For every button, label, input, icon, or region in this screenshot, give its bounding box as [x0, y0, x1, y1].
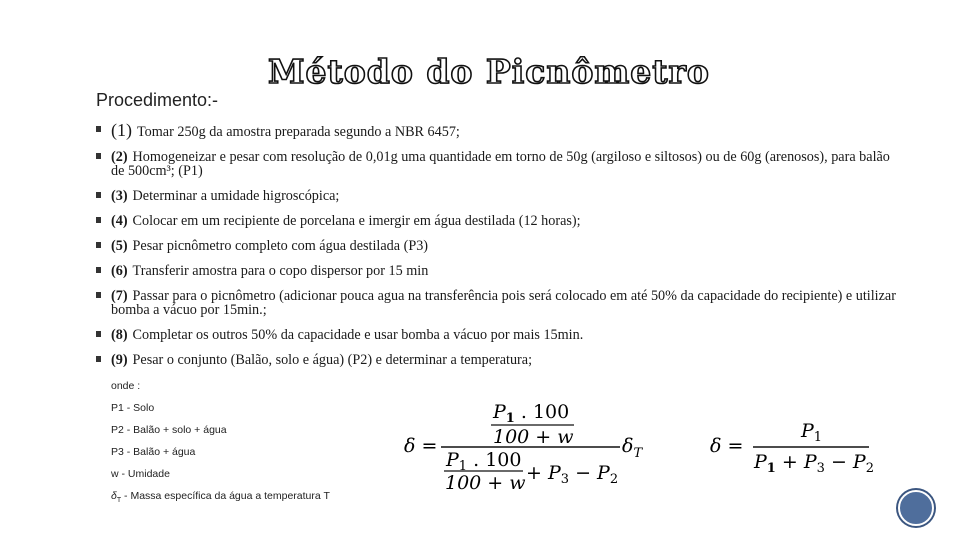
bullet-icon: [96, 267, 101, 273]
step-number: (6): [111, 263, 128, 279]
bullet-icon: [96, 331, 101, 337]
bullet-icon: [96, 292, 101, 298]
formula-num-p: $P_1$ . 100: [493, 401, 570, 426]
list-item: [96, 328, 896, 342]
legend-delta-t: [111, 490, 330, 504]
bullet-icon: [96, 217, 101, 223]
list-item: [96, 289, 896, 317]
bullet-icon: [96, 153, 101, 159]
section-heading: Procedimento:-: [96, 90, 219, 110]
step-text: Transferir amostra para o copo dispersor por 15 min: [132, 263, 429, 279]
formula-density-simple: [706, 415, 886, 480]
list-item: [96, 150, 896, 178]
bullet-icon: [96, 192, 101, 198]
step-number: (5): [111, 238, 128, 254]
formula-num: $P_1$: [801, 420, 823, 445]
legend-p3: P3 - Balão + água: [111, 446, 196, 458]
procedure-list: [96, 120, 896, 378]
formula-density-corrected: [398, 395, 658, 495]
formula-den-p: $P_1$ . 100: [446, 449, 522, 474]
step-text: Tomar 250g da amostra preparada segundo a NBR 6457;: [137, 124, 460, 140]
step-number: (9): [111, 352, 128, 368]
step-number: (7): [111, 288, 128, 304]
legend-delta-text: - Massa específica da água a temperatura T: [121, 490, 330, 502]
list-item: [96, 353, 896, 367]
step-number: (3): [111, 188, 128, 204]
step-number: (4): [111, 213, 128, 229]
step-text: Colocar em um recipiente de porcelana e imergir em água destilada (12 horas);: [132, 213, 581, 229]
delta-symbol: δ: [111, 490, 117, 502]
legend-p2: P2 - Balão + solo + água: [111, 424, 227, 436]
list-item: [96, 120, 896, 140]
formula-num-den: 100 + w: [493, 426, 574, 448]
formula-delta-t: $\delta_T$: [622, 435, 643, 461]
list-item: [96, 239, 896, 253]
step-text: Passar para o picnômetro (adicionar pouca agua na transferência pois será colocado em até 50% da capacidade do recipiente) e utilizar bomba a vácuo por 15min.;: [111, 288, 896, 318]
list-item: [96, 189, 896, 203]
delta-subscript: T: [116, 497, 122, 505]
step-number: (2): [111, 149, 128, 165]
bullet-icon: [96, 356, 101, 362]
slide-nav-circle-icon[interactable]: [898, 490, 934, 526]
slide-title: Método do Picnômetro: [268, 52, 710, 91]
formula-delta: δ =: [404, 435, 438, 457]
formula-delta: δ =: [710, 435, 744, 457]
legend-p1: P1 - Solo: [111, 402, 155, 414]
list-item: [96, 264, 896, 278]
formula-den: $P_1 + P_3 - P_2$: [754, 451, 874, 476]
formula-den-den: 100 + w: [445, 472, 526, 494]
step-text: Pesar o conjunto (Balão, solo e água) (P2) e determinar a temperatura;: [132, 352, 533, 368]
legend-w: w - Umidade: [111, 468, 170, 480]
step-text: Pesar picnômetro completo com água destilada (P3): [132, 238, 429, 254]
bullet-icon: [96, 242, 101, 248]
step-text: Determinar a umidade higroscópica;: [132, 188, 340, 204]
step-number: (1): [111, 120, 132, 140]
list-item: [96, 214, 896, 228]
step-number: (8): [111, 327, 128, 343]
legend-intro: onde :: [111, 380, 141, 392]
step-text: Completar os outros 50% da capacidade e usar bomba a vácuo por mais 15min.: [132, 327, 584, 343]
formula-den-tail: + $P_3 - P_2$: [526, 462, 619, 487]
bullet-icon: [96, 126, 101, 132]
step-text: Homogeneizar e pesar com resolução de 0,01g uma quantidade em torno de 50g (argiloso e siltosos) ou de 60g (arenosos), para balão de 500cm³; (P1): [111, 149, 890, 179]
